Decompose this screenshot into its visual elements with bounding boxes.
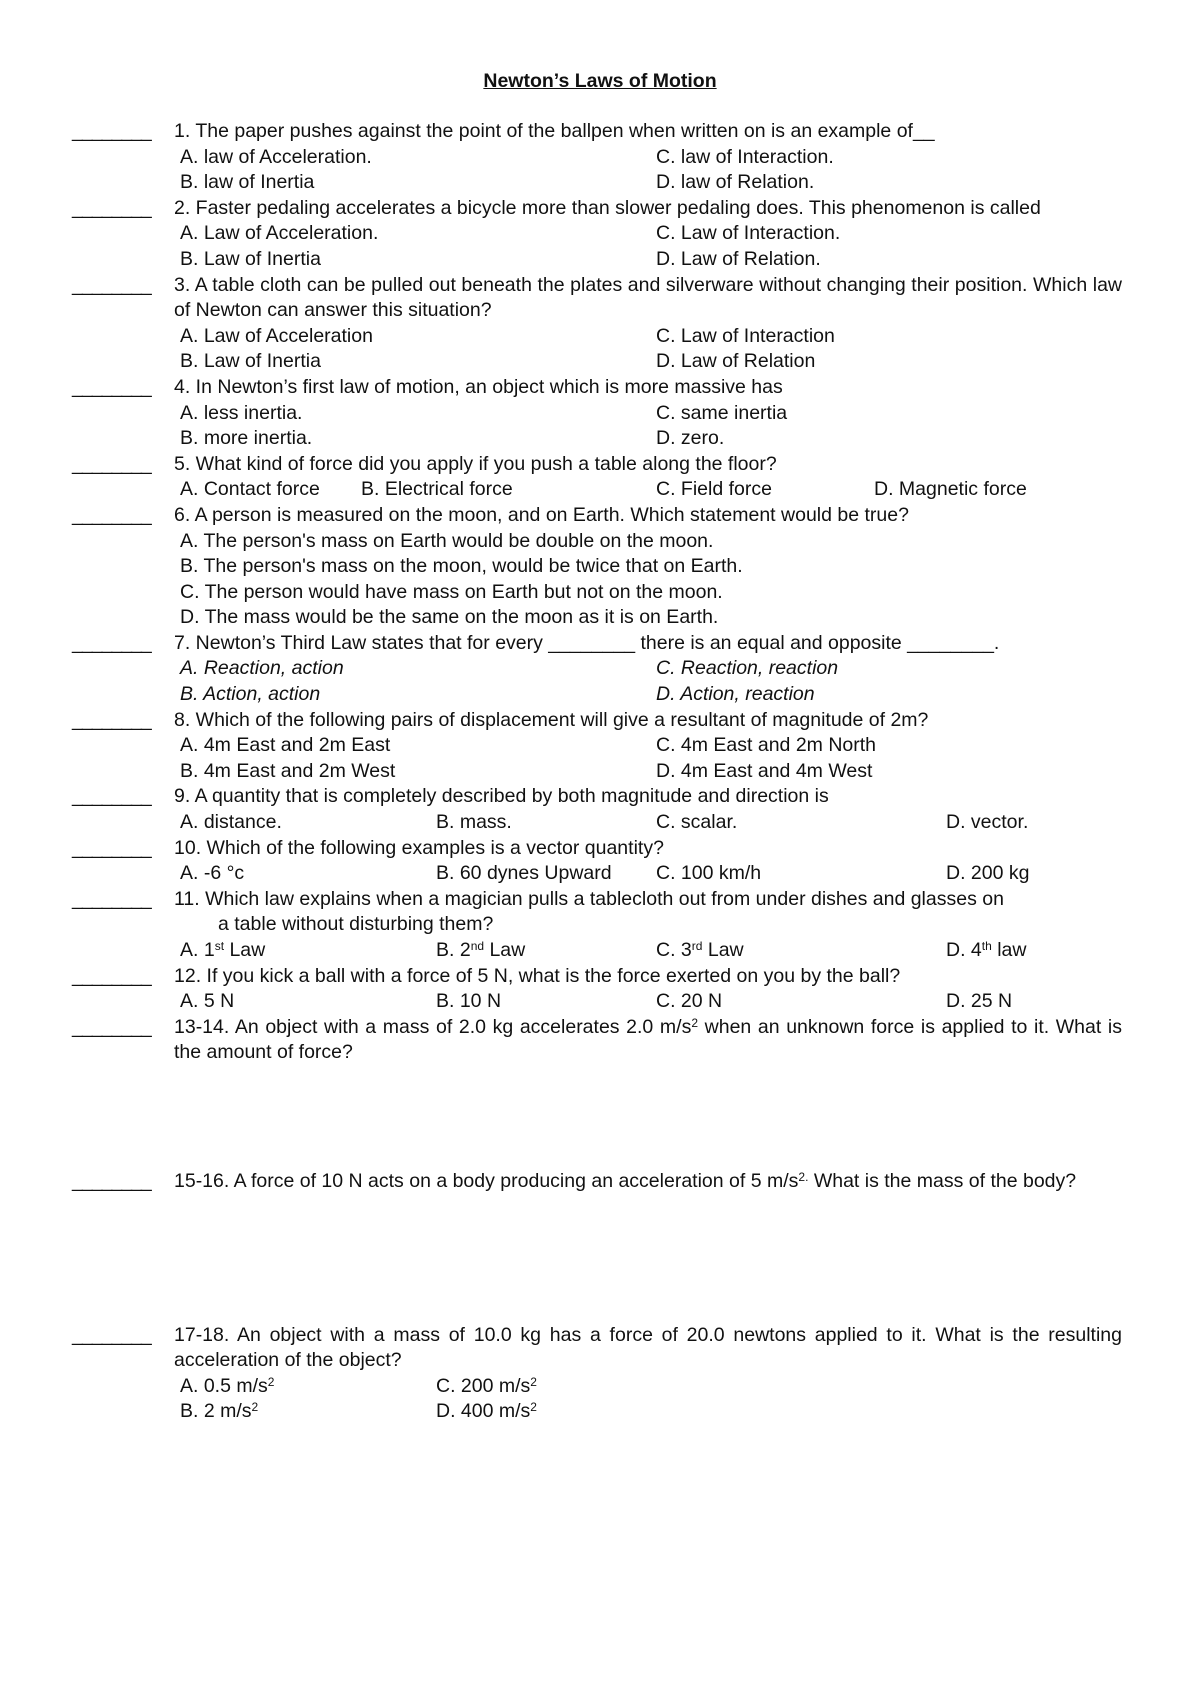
option-d: D. 25 N [946,990,1013,1013]
option-c: C. The person would have mass on Earth but not on the moon. [180,580,723,603]
question-text: 7. Newton’s Third Law states that for every ________ there is an equal and opposite ________. [174,631,1000,654]
option-d: D. Magnetic force [874,478,1027,501]
question-11 [0,887,1200,913]
option-a [180,938,436,964]
question-text: 17-18. An object with a mass of 10.0 kg has a force of 20.0 newtons applied to it. What is the resulting acceleration of the object? [174,1323,1122,1372]
option-a: A. less inertia. [180,401,303,424]
question-text: 10. Which of the following examples is a vector quantity? [174,836,664,859]
answer-blank: ________ [72,273,151,296]
question-12 [0,964,1200,990]
options-row [180,426,1200,452]
superscript: 2. [798,1169,809,1184]
question-text-main: 15-16. A force of 10 N acts on a body producing an acceleration of 5 m/s [174,1169,799,1192]
options-row [180,401,1200,427]
option-a: A. 5 N [180,990,235,1013]
answer-blank: ________ [72,631,151,654]
option-b [180,1399,436,1425]
options-row [180,221,1200,247]
question-1 [0,119,1200,145]
option-a: A. law of Acceleration. [180,145,372,168]
question-text-rest: What is the mass of the body? [808,1169,1077,1192]
question-15-16 [0,1169,1200,1195]
option-c: C. Reaction, reaction [656,657,839,680]
superscript: 2 [691,1015,699,1030]
question-text: 5. What kind of force did you apply if you push a table along the floor? [174,452,777,475]
question-6 [0,503,1200,529]
option-b: B. Electrical force [361,478,513,501]
options-row [180,324,1200,350]
option-a: A. 4m East and 2m East [180,734,391,757]
answer-blank: ________ [72,196,151,219]
option-d: D. Action, reaction [656,683,815,706]
option-a: A. -6 °c [180,862,245,885]
question-text: 2. Faster pedaling accelerates a bicycle more than slower pedaling does. This phenomenon is called [174,196,1041,219]
answer-space [0,1195,1200,1323]
option-b: B. 10 N [436,990,502,1013]
worksheet-title: Newton’s Laws of Motion [483,70,717,92]
option-b-sup: 2 [251,1400,259,1415]
options-row [180,810,1200,836]
option-c: C. Law of Interaction. [656,222,841,245]
option-d [436,1399,537,1425]
question-text [174,1169,1122,1195]
option-d: D. law of Relation. [656,171,815,194]
option-b-text: B. 2 [436,939,471,961]
question-4 [0,375,1200,401]
option-c: C. 4m East and 2m North [656,734,877,757]
question-17-18 [0,1323,1200,1374]
options-row [180,989,1200,1015]
option-a: A. The person's mass on Earth would be double on the moon. [180,529,714,552]
question-3 [0,273,1200,324]
option-b-suffix: Law [484,939,526,961]
question-text: 1. The paper pushes against the point of the ballpen when written on is an example of__ [174,120,935,142]
question-text: 6. A person is measured on the moon, and on Earth. Which statement would be true? [174,503,909,526]
answer-blank: ________ [72,785,151,808]
answer-blank: ________ [72,120,151,142]
answer-blank: ________ [72,503,151,526]
option-b-sup: nd [470,939,485,953]
question-8 [0,708,1200,734]
option-c: C. Field force [656,478,772,501]
option-d-suffix: law [991,939,1027,961]
option-d: D. vector. [946,811,1029,834]
option-a: A. Reaction, action [180,657,344,680]
option-a: A. distance. [180,811,282,834]
answer-blank: ________ [72,887,151,910]
option-b-text: B. 2 m/s [180,1400,252,1423]
answer-blank: ________ [72,452,151,475]
option-c [436,1374,537,1400]
option-a-sup: 2 [267,1374,275,1389]
option-c [656,938,946,964]
options-row [180,1399,1200,1425]
option-a: A. Law of Acceleration. [180,222,379,245]
options-row [180,145,1200,171]
option-a [180,1374,436,1400]
option-d: D. The mass would be the same on the moon as it is on Earth. [180,606,719,629]
option-a: A. Law of Acceleration [180,324,373,347]
option-b: B. Law of Inertia [180,350,321,373]
question-list [0,119,1200,1425]
answer-blank: ________ [72,708,151,731]
options-row [180,170,1200,196]
option-c-suffix: Law [702,939,744,961]
option-b: B. more inertia. [180,427,313,450]
option-c: C. same inertia [656,401,788,424]
options-row [180,656,1200,682]
question-10 [0,836,1200,862]
option-b: B. mass. [436,811,512,834]
options-row [180,477,1200,503]
question-text: 8. Which of the following pairs of displacement will give a resultant of magnitude of 2m? [174,708,929,731]
option-a-suffix: Law [224,939,266,961]
option-c: C. Law of Interaction [656,324,835,347]
answer-blank: ________ [72,1169,151,1192]
option-c-sup: 2 [530,1374,537,1389]
options-row [180,938,1200,964]
options-row [180,247,1200,273]
answer-space [0,1066,1200,1169]
question-5 [0,452,1200,478]
answer-blank: ________ [72,1323,151,1346]
question-text: 3. A table cloth can be pulled out beneath the plates and silverware without changing their position. Which law of Newton can answer this situation? [174,273,1122,322]
option-c: C. 100 km/h [656,862,762,885]
question-text: 9. A quantity that is completely described by both magnitude and direction is [174,785,829,808]
question-text-main: 13-14. An object with a mass of 2.0 kg accelerates 2.0 m/s [174,1015,692,1038]
option-d-text: D. 4 [946,939,982,961]
option-c: C. scalar. [656,811,738,834]
question-text-continued: a table without disturbing them? [218,913,494,936]
option-b: B. Law of Inertia [180,247,321,270]
option-c: C. law of Interaction. [656,145,834,168]
option-d-text: D. 400 m/s [436,1400,531,1423]
option-b: B. law of Inertia [180,171,315,194]
question-13-14 [0,1015,1200,1066]
option-a-text: A. 1 [180,939,215,961]
option-d: D. Law of Relation [656,350,816,373]
options-row [180,733,1200,759]
question-2 [0,196,1200,222]
option-c-text: C. 200 m/s [436,1374,531,1397]
question-text: 4. In Newton’s first law of motion, an object which is more massive has [174,375,783,398]
answer-blank: ________ [72,375,151,398]
options-row [180,759,1200,785]
option-b [436,938,656,964]
option-a-text: A. 0.5 m/s [180,1374,268,1397]
option-d: D. 4m East and 4m West [656,759,873,782]
question-text: 11. Which law explains when a magician pulls a tablecloth out from under dishes and glasses on [174,887,1004,910]
question-9 [0,784,1200,810]
option-d: D. Law of Relation. [656,247,821,270]
option-b: B. 60 dynes Upward [436,862,612,885]
question-7 [0,631,1200,657]
option-c: C. 20 N [656,990,723,1013]
question-text [174,1015,1122,1066]
option-a-sup: st [214,939,225,953]
option-b: B. Action, action [180,683,321,706]
option-d [946,938,1026,964]
answer-blank: ________ [72,964,151,987]
option-d: D. zero. [656,427,725,450]
answer-blank: ________ [72,1015,151,1038]
option-d-sup: 2 [530,1400,537,1415]
option-b: B. The person's mass on the moon, would be twice that on Earth. [180,555,743,578]
options-row [180,349,1200,375]
option-d: D. 200 kg [946,862,1030,885]
options-row [180,1374,1200,1400]
options-row [180,682,1200,708]
question-text: 12. If you kick a ball with a force of 5 N, what is the force exerted on you by the ball? [174,964,901,987]
option-c-text: C. 3 [656,939,692,961]
answer-blank: ________ [72,836,151,859]
option-b: B. 4m East and 2m West [180,759,396,782]
option-c-sup: rd [691,939,703,953]
option-a: A. Contact force [180,478,320,501]
option-d-sup: th [981,939,992,953]
options-row [180,861,1200,887]
question-text-rest: when an unknown force is applied to it. What is the amount of force? [174,1015,1123,1064]
